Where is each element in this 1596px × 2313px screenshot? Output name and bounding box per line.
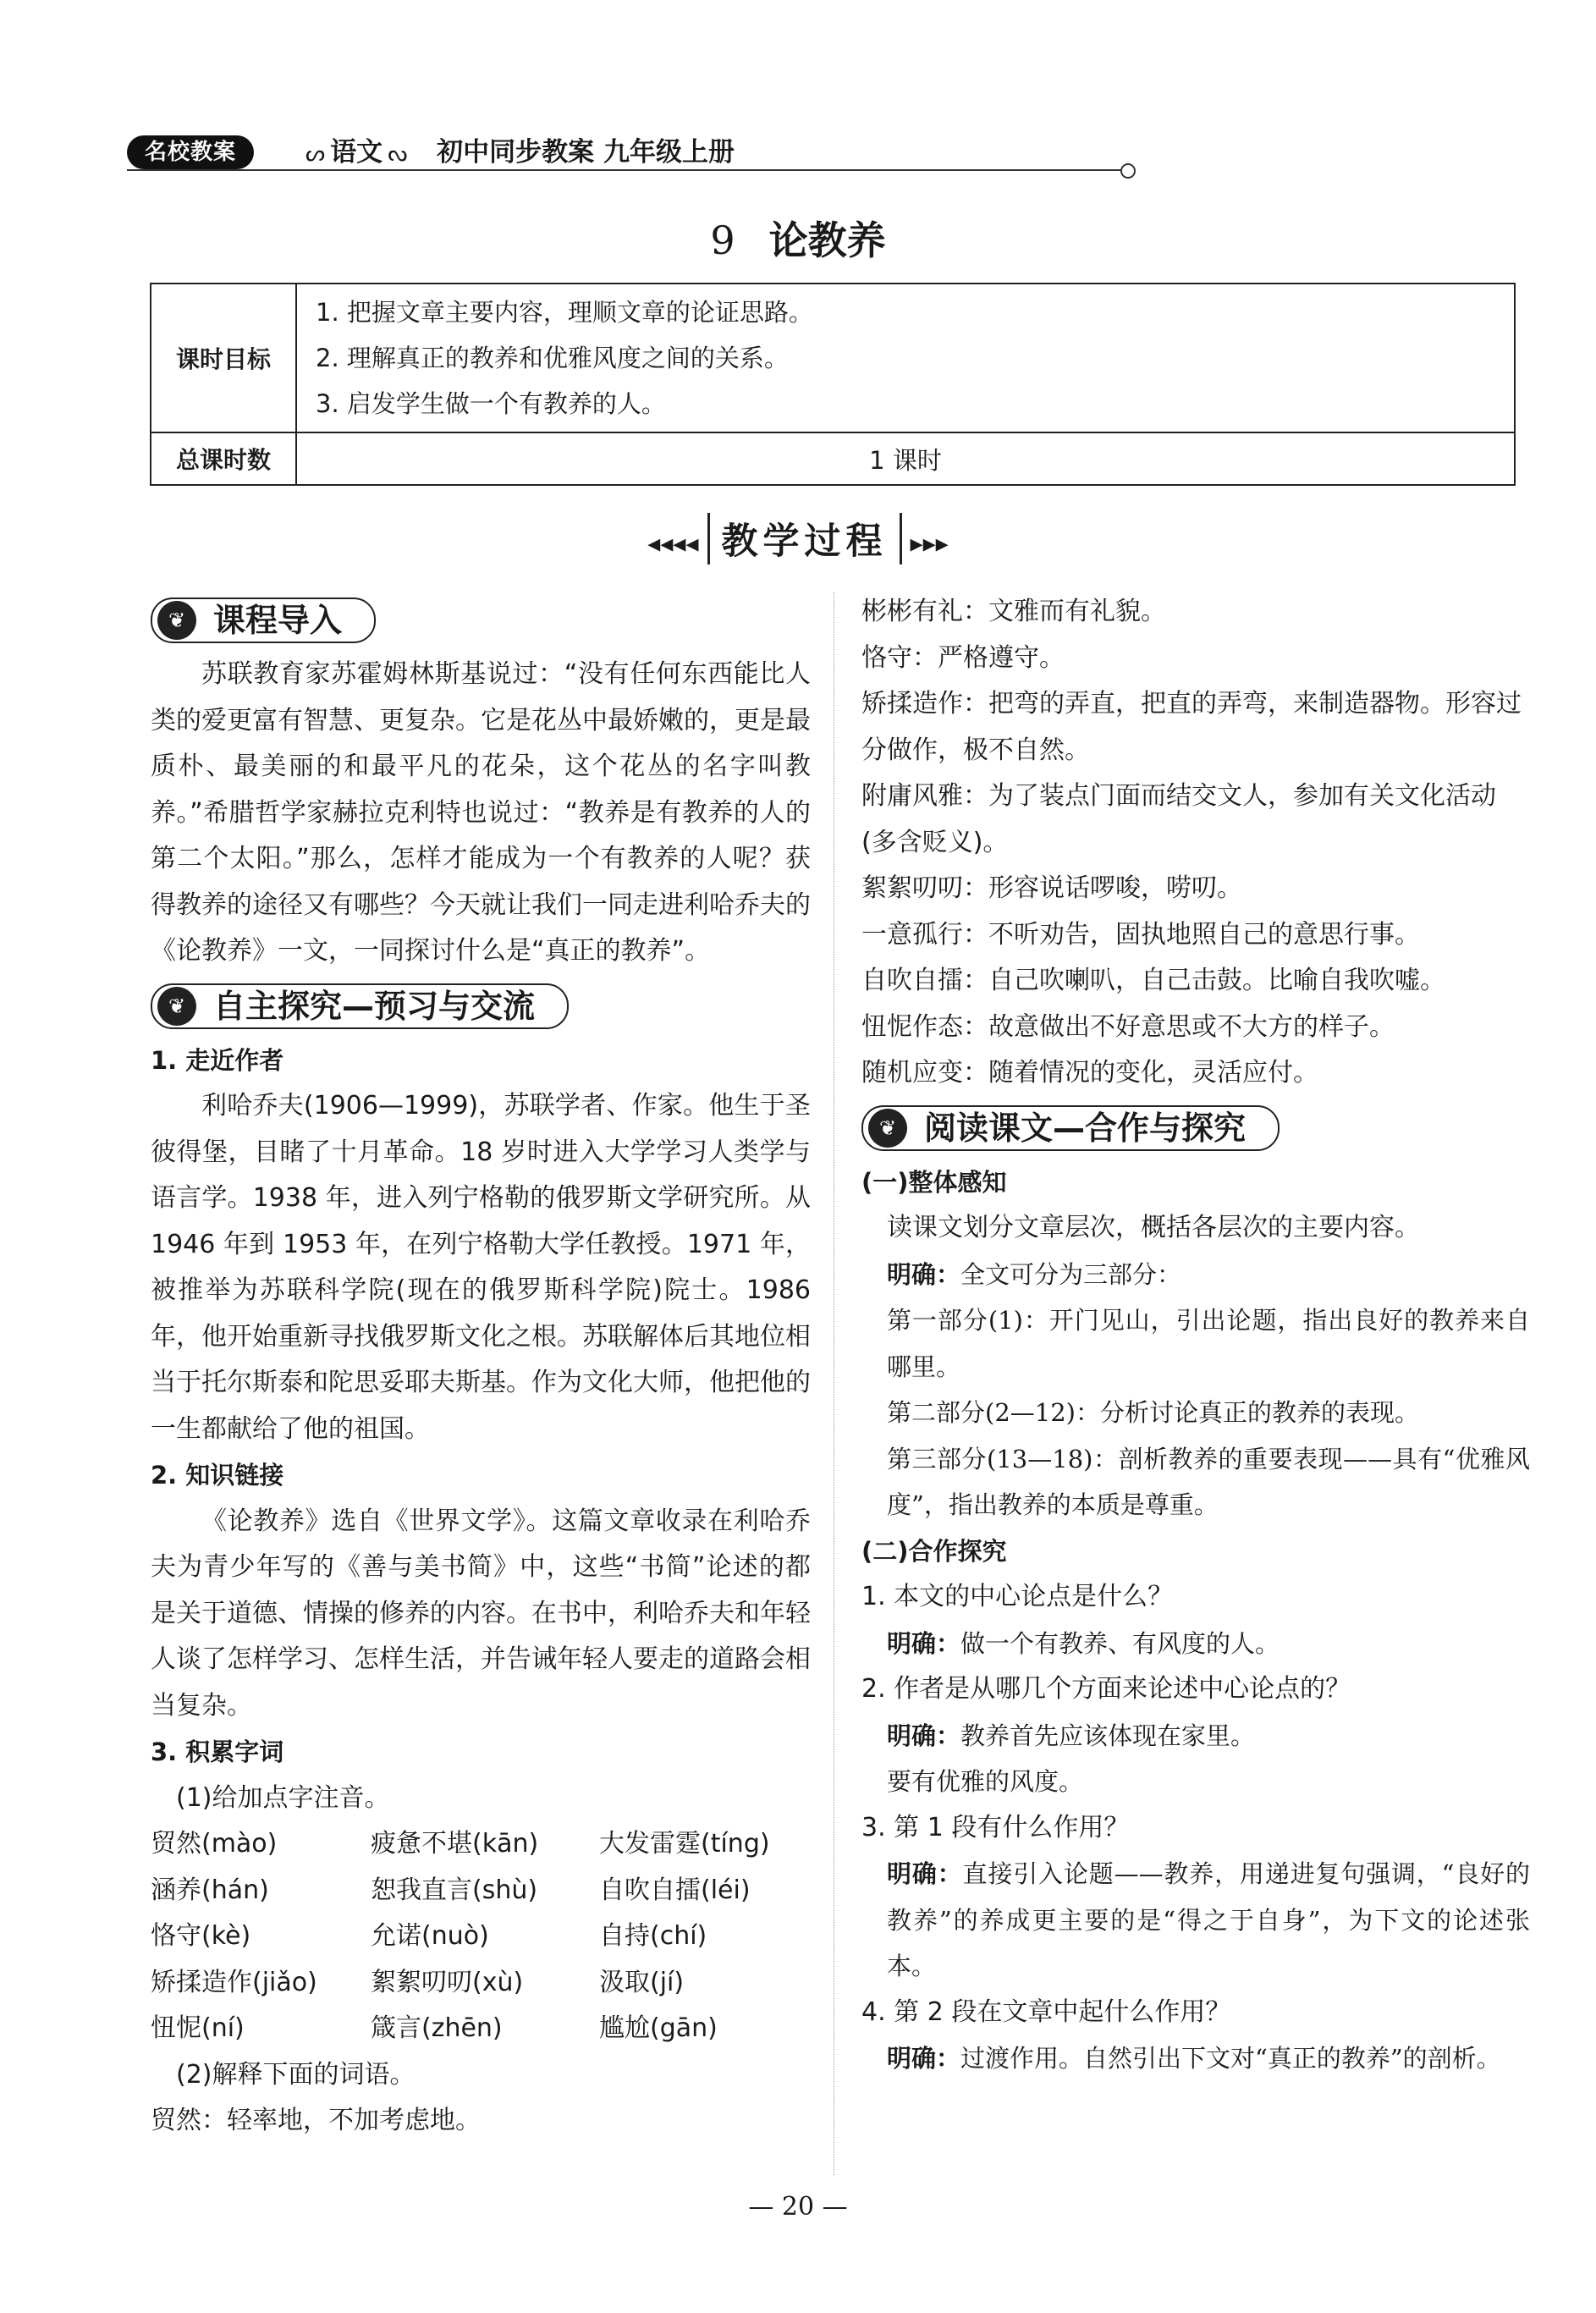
book-icon: ❦ [157, 601, 196, 640]
section-heading-text: 阅读课文—合作与探究 [861, 1105, 1280, 1151]
clarify-label: 明确： [887, 1721, 961, 1750]
header-rule-end-dot [1120, 163, 1136, 179]
definition-item: 贸然：轻率地，不加考虑地。 [151, 2106, 481, 2135]
objective-item: 3. 启发学生做一个有教养的人。 [316, 389, 666, 418]
definition-item: 絮絮叨叨：形容说话啰唆，唠叨。 [861, 873, 1242, 903]
running-header [127, 134, 1125, 171]
hours-value: 1 课时 [296, 432, 1515, 485]
pinyin-item: 疲惫不堪(kān) [371, 1829, 539, 1859]
pinyin-item: 大发雷霆(tíng) [599, 1829, 770, 1859]
pinyin-item: 允诺(nuò) [371, 1921, 489, 1951]
definition-item: 自吹自擂：自己吹喇叭，自己击鼓。比喻自我吹嘘。 [861, 966, 1445, 995]
book-icon: ❦ [868, 1109, 907, 1148]
overall-part: 第三部分(13—18)：剖析教养的重要表现——具有“优雅风度”，指出教养的本质是尊重。 [887, 1444, 1530, 1519]
pinyin-item: 絮絮叨叨(xù) [371, 1967, 524, 1997]
definition-item: 彬彬有礼：文雅而有礼貌。 [861, 597, 1166, 626]
objectives-list [296, 284, 1515, 432]
answer-3 [861, 1851, 1530, 1990]
words-question-1: (1)给加点字注音。 [176, 1782, 390, 1813]
answer-2b: 要有优雅的风度。 [887, 1767, 1084, 1796]
lesson-number: 9 [710, 218, 735, 263]
header-rule [127, 169, 1125, 171]
answer-text: 做一个有教养、有风度的人。 [960, 1628, 1280, 1658]
header-subject: 语文 [330, 137, 383, 168]
clarify-label: 明确： [887, 1628, 961, 1658]
answer-text: 直接引入论题——教养，用递进复句强调，“良好的教养”的养成更主要的是“得之于自身”，为下文的论述张本。 [887, 1859, 1530, 1980]
author-paragraph: 利哈乔夫(1906—1999)，苏联学者、作家。他生于圣彼得堡，目睹了十月革命。18 岁时进入大学学习人类学与语言学。1938 年，进入列宁格勒的俄罗斯文学研究所。从 1946 年到 1953 年，在列宁格勒大学任教授。1971 年，被推举为苏联科学院(现在的俄罗斯科学院)院士。1986 年，他开始重新寻找俄罗斯文化之根。苏联解体后其地位相当于托尔斯泰和陀思妥耶夫斯基。作为文化大师，他把他的一生都献给了他的祖国。 [151, 1091, 811, 1444]
subheading-coop: (二)合作探究 [861, 1536, 1007, 1566]
hours-label: 总课时数 [151, 432, 296, 485]
pinyin-item: 贸然(mào) [151, 1829, 278, 1859]
swirl-right-icon: ᔓ [388, 141, 408, 167]
question-3: 3. 第 1 段有什么作用？ [861, 1812, 1130, 1842]
right-column [861, 589, 1530, 2082]
clarify-label: 明确： [887, 1859, 963, 1888]
objective-item: 2. 理解真正的教养和优雅风度之间的关系。 [316, 344, 789, 372]
answer-text: 教养首先应该体现在家里。 [960, 1721, 1256, 1750]
definition-item: 附庸风雅：为了装点门面而结交文人，参加有关文化活动(多含贬义)。 [861, 781, 1496, 857]
overall-part: 第一部分(1)：开门见山，引出论题，指出良好的教养来自哪里。 [887, 1306, 1530, 1381]
answer-2 [861, 1713, 1530, 1760]
header-text [300, 134, 735, 173]
section-heading-intro [151, 592, 811, 645]
link-paragraph: 《论教养》选自《世界文学》。这篇文章收录在利哈乔夫为青少年写的《善与美书简》中，这些“书简”论述的都是关于道德、情操的修养的内容。在书中，利哈乔夫和年轻人谈了怎样学习、怎样生活，并告诫年轻人要走的道路会相当复杂。 [151, 1506, 811, 1721]
overall-part: 第二部分(2—12)：分析讨论真正的教养的表现。 [887, 1398, 1419, 1427]
pinyin-item: 矫揉造作(jiǎo) [151, 1967, 317, 1997]
pinyin-item: 恕我直言(shù) [371, 1875, 538, 1905]
subheading-overall: (一)整体感知 [861, 1167, 1007, 1197]
overall-answer-text: 全文可分为三部分： [960, 1259, 1182, 1289]
swirl-left-icon: ᔕ [305, 141, 326, 167]
question-1: 1. 本文的中心论点是什么？ [861, 1582, 1174, 1611]
objective-item: 1. 把握文章主要内容，理顺文章的论证思路。 [316, 298, 813, 327]
question-4: 4. 第 2 段在文章中起什么作用？ [861, 1996, 1231, 2027]
subheading-words: 3. 积累字词 [151, 1738, 284, 1766]
pinyin-item: 自吹自擂(léi) [599, 1875, 751, 1905]
answer-1 [861, 1621, 1530, 1667]
objectives-table [150, 283, 1516, 486]
book-icon: ❦ [157, 987, 196, 1026]
clarify-label: 明确： [887, 2044, 961, 2073]
right-arrows-icon: ▸▸▸ [910, 529, 949, 559]
section-heading-explore [151, 978, 811, 1031]
pinyin-item: 箴言(zhēn) [371, 2013, 503, 2043]
pinyin-item: 尴尬(gān) [599, 2013, 718, 2043]
header-series: 初中同步教案 九年级上册 [437, 137, 735, 168]
pinyin-item: 忸怩(ní) [151, 2013, 245, 2043]
answer-text: 过渡作用。自然引出下文对“真正的教养”的剖析。 [960, 2044, 1501, 2073]
banner-text: 教学过程 [707, 513, 902, 564]
left-arrows-icon: ◂◂◂◂ [647, 529, 699, 559]
definition-item: 恪守：严格遵守。 [861, 642, 1065, 673]
question-2: 2. 作者是从哪几个方面来论述中心论点的？ [861, 1674, 1351, 1704]
teaching-process-banner [0, 513, 1596, 564]
lesson-title-text: 论教养 [768, 218, 886, 263]
lesson-title [0, 210, 1596, 266]
definition-item: 随机应变：随着情况的变化，灵活应付。 [861, 1058, 1318, 1088]
overall-answer [861, 1252, 1530, 1298]
objectives-label: 课时目标 [151, 284, 296, 432]
definition-item: 一意孤行：不听劝告，固执地照自己的意思行事。 [861, 919, 1420, 950]
subheading-link: 2. 知识链接 [151, 1461, 284, 1490]
section-heading-text: 自主探究—预习与交流 [151, 983, 569, 1029]
section-heading-text: 课程导入 [151, 598, 376, 643]
definition-item: 忸怩作态：故意做出不好意思或不大方的样子。 [861, 1011, 1395, 1042]
pinyin-item: 汲取(jí) [599, 1967, 685, 1997]
pinyin-item: 自持(chí) [599, 1921, 707, 1951]
pinyin-grid [151, 1821, 811, 2052]
page-number: — 20 — [748, 2192, 848, 2222]
definition-item: 矫揉造作：把弯的弄直，把直的弄弯，来制造器物。形容过分做作，极不自然。 [861, 689, 1522, 765]
overall-question: 读课文划分文章层次，概括各层次的主要内容。 [887, 1213, 1420, 1242]
clarify-label: 明确： [887, 1259, 961, 1289]
section-heading-read [861, 1100, 1530, 1153]
pinyin-item: 恪守(kè) [151, 1921, 251, 1951]
series-logo: 名校教案 [127, 135, 254, 169]
left-column [151, 589, 811, 2145]
intro-paragraph: 苏联教育家苏霍姆林斯基说过：“没有任何东西能比人类的爱更富有智慧、更复杂。它是花丛中最娇嫩的，更是最质朴、最美丽的和最平凡的花朵，这个花丛的名字叫教养。”希腊哲学家赫拉克利特也说过：“教养是有教养的人的第二个太阳。”那么，怎样才能成为一个有教养的人呢？获得教养的途径又有哪些？今天就让我们一同走进利哈乔夫的《论教养》一文，一同探讨什么是“真正的教养”。 [151, 659, 811, 966]
pinyin-item: 涵养(hán) [151, 1875, 269, 1905]
words-question-2: (2)解释下面的词语。 [176, 2059, 416, 2090]
subheading-author: 1. 走近作者 [151, 1045, 284, 1075]
answer-4 [861, 2035, 1530, 2082]
